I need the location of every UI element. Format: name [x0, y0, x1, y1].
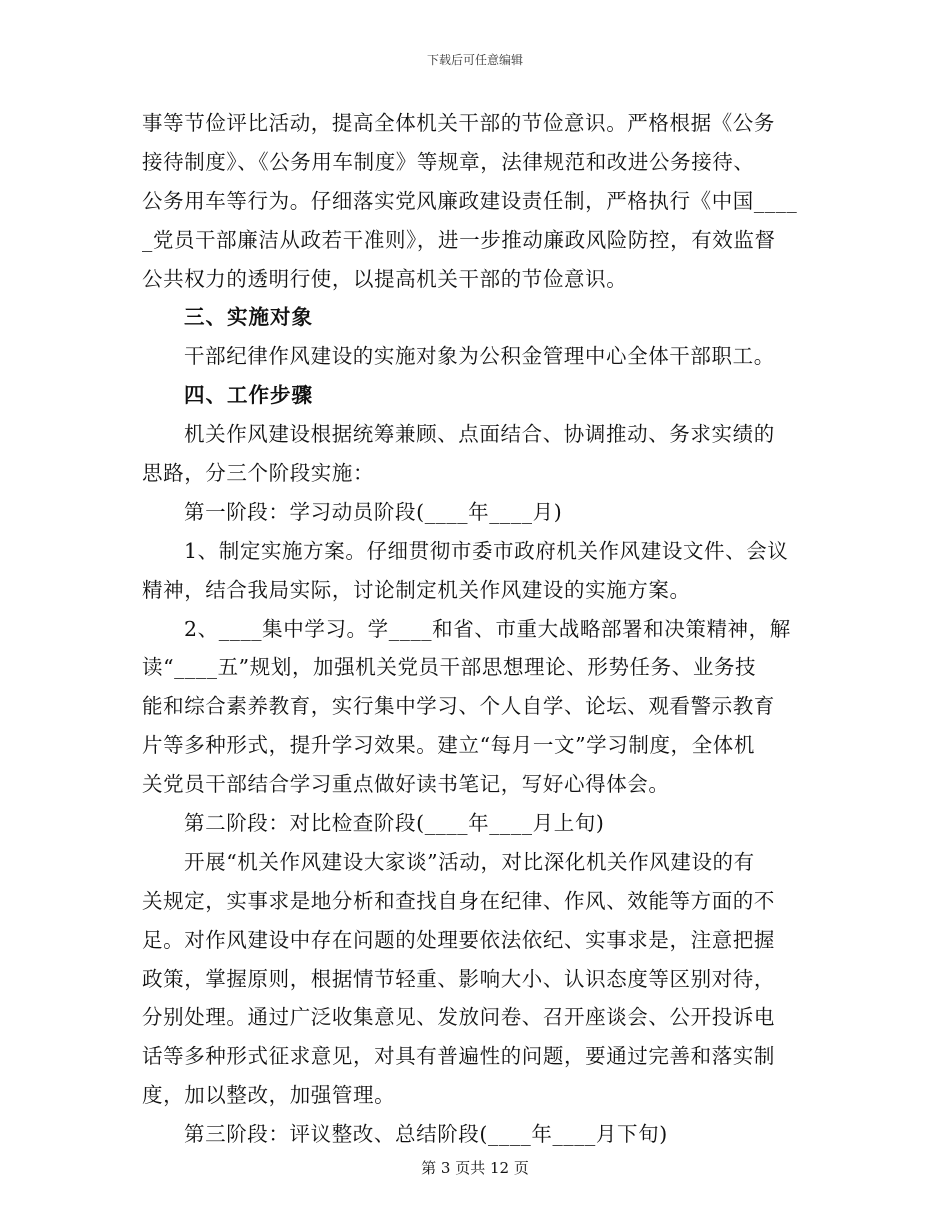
paragraph-line: 读“____五”规划，加强机关党员干部思想理论、形势任务、业务技 [142, 655, 757, 680]
page-number: 第 3 页共 12 页 [421, 1159, 529, 1177]
paragraph-line: 思路，分三个阶段实施： [142, 461, 375, 486]
paragraph-line: 机关作风建设根据统筹兼顾、点面结合、协调推动、务求实绩的 [184, 422, 775, 447]
paragraph-line: 事等节俭评比活动，提高全体机关干部的节俭意识。严格根据《公务 [142, 111, 775, 135]
section-heading: 四、工作步骤 [184, 383, 313, 408]
stage-heading: 第一阶段：学习动员阶段(____年____月) [184, 499, 563, 524]
document-body [142, 104, 812, 1154]
paragraph-line: 能和综合素养教育，实行集中学习、个人自学、论坛、观看警示教育 [142, 694, 775, 719]
paragraph-line: 接待制度》、《公务用车制度》等规章，法律规范和改进公务接待、 [142, 149, 755, 174]
paragraph-line: 政策，掌握原则，根据情节轻重、影响大小、认识态度等区别对待， [142, 966, 775, 991]
paragraph-line: 足。对作风建设中存在问题的处理要依法依纪、实事求是，注意把握 [142, 927, 775, 952]
paragraph-line: 关规定，实事求是地分析和查找自身在纪律、作风、效能等方面的不 [142, 888, 775, 913]
paragraph-line: 精神，结合我局实际，讨论制定机关作风建设的实施方案。 [142, 577, 691, 602]
paragraph-line: 1、制定实施方案。仔细贯彻市委市政府机关作风建设文件、会议 [184, 538, 789, 563]
paragraph-line: 干部纪律作风建设的实施对象为公积金管理中心全体干部职工。 [184, 344, 775, 369]
page-header: 下载后可任意编辑 [426, 53, 523, 67]
paragraph-line: 公共权力的透明行使，以提高机关干部的节俭意识。 [142, 266, 628, 291]
paragraph-line: 关党员干部结合学习重点做好读书笔记，写好心得体会。 [142, 772, 670, 797]
paragraph-line: 开展“机关作风建设大家谈”活动，对比深化机关作风建设的有 [184, 849, 755, 874]
paragraph-line: 度，加以整改，加强管理。 [142, 1083, 396, 1108]
paragraph-line: 片等多种形式，提升学习效果。建立“每月一文”学习制度，全体机 [142, 733, 755, 758]
paragraph-line: 分别处理。通过广泛收集意见、发放问卷、召开座谈会、公开投诉电 [142, 1005, 775, 1030]
stage-heading: 第三阶段：评议整改、总结阶段(____年____月下旬) [184, 1122, 668, 1147]
section-heading: 三、实施对象 [184, 305, 313, 330]
paragraph-line: 2、____集中学习。学____和省、市重大战略部署和决策精神，解 [184, 616, 791, 641]
paragraph-line: 公务用车等行为。仔细落实党风廉政建设责任制，严格执行《中国____ [142, 188, 798, 213]
paragraph-line: 话等多种形式征求意见，对具有普遍性的问题，要通过完善和落实制 [142, 1044, 775, 1069]
paragraph-line: _党员干部廉洁从政若干准则》，进一步推动廉政风险防控，有效监督 [142, 227, 776, 252]
stage-heading: 第二阶段：对比检查阶段(____年____月上旬) [184, 811, 605, 836]
